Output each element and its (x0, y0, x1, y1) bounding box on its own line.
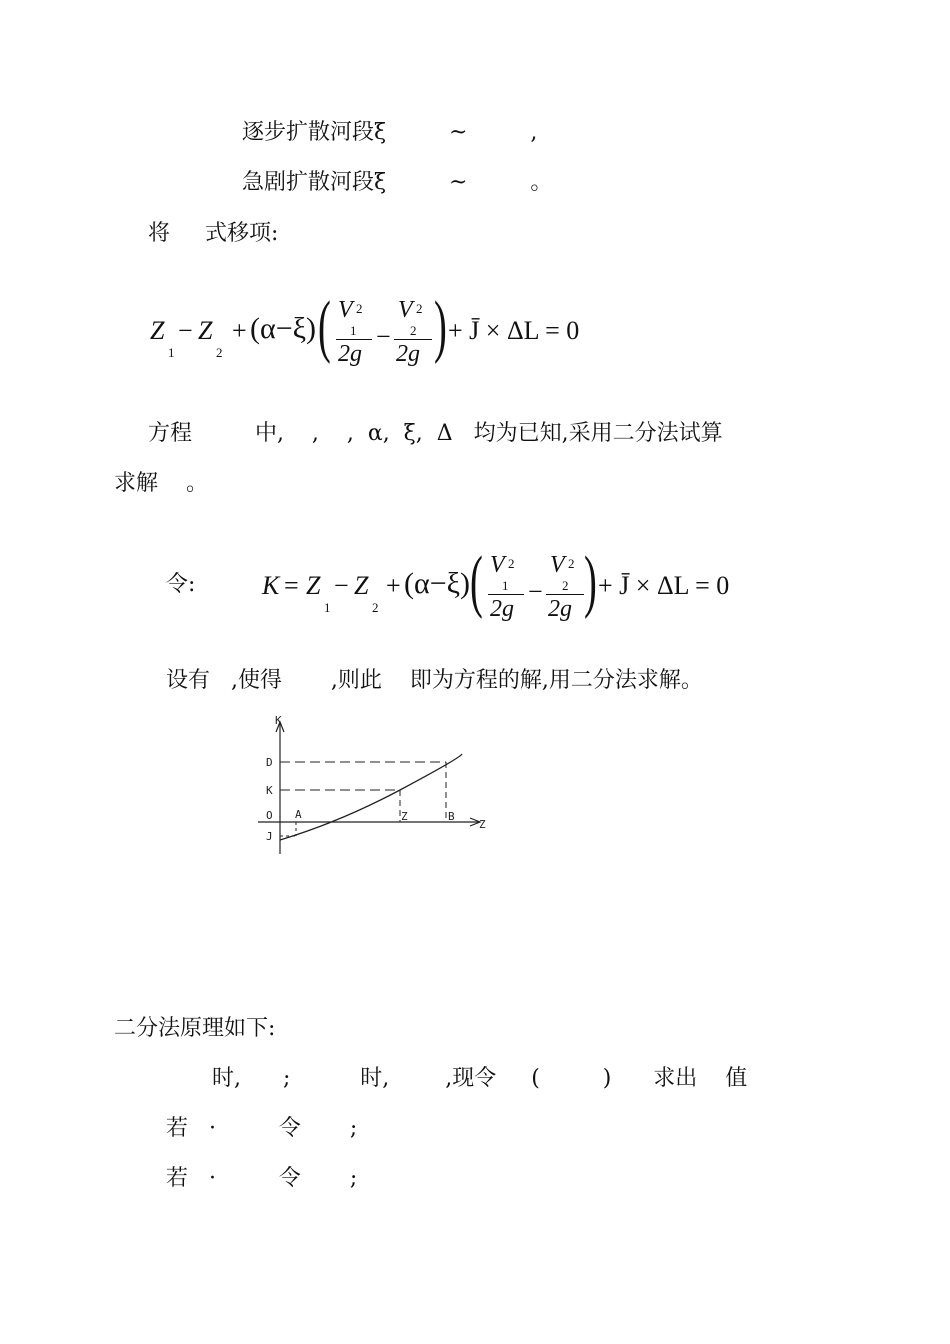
eq1-z1: Z (150, 316, 165, 345)
eq1-plus: + (232, 316, 247, 345)
eq1-tail: + J̄ × ΔL = 0 (448, 316, 580, 345)
eq2-sup1: 2 (508, 556, 515, 571)
equation-1 (150, 290, 610, 380)
eq1-sub2: 2 (216, 345, 223, 360)
text-line-7: 设有 ,使得 ,则此 即为方程的解,用二分法求解。 (166, 668, 703, 693)
eq1-den2: 2g (396, 341, 420, 367)
graph-y-axis-label: K (275, 714, 282, 727)
eq2-sub1: 1 (324, 600, 331, 615)
eq1-fsub1: 1 (350, 323, 357, 338)
eq2-alpha-xi: (α−ξ) (404, 567, 470, 600)
text-line-9: 时, ; 时, ,现令 ( ) 求出 值 (212, 1066, 748, 1091)
text-line-5: 求解 。 (114, 471, 208, 496)
eq2-eqsign: = (284, 571, 299, 600)
bisection-graph (250, 712, 500, 862)
graph-label-k: K (266, 784, 273, 797)
eq1-right-paren: ) (434, 288, 447, 365)
graph-label-z: Z (401, 810, 408, 823)
eq1-sub1: 1 (168, 345, 175, 360)
eq1-v2: V (398, 297, 413, 323)
eq2-v1: V (490, 552, 505, 578)
eq1-frac2-bar (394, 339, 432, 340)
graph-label-j: J (266, 830, 273, 843)
graph-label-d: D (266, 756, 273, 769)
eq1-frac-minus: − (376, 322, 391, 351)
eq2-sup2: 2 (568, 556, 575, 571)
eq2-z1: Z (306, 571, 321, 600)
eq2-frac2-bar (546, 594, 584, 595)
eq1-fsub2: 2 (410, 323, 417, 338)
eq2-z2: Z (354, 571, 369, 600)
text-line-1: 逐步扩散河段ξ ~ , (242, 120, 538, 145)
text-line-10: 若 · 令 ; (166, 1116, 358, 1141)
eq1-frac1-bar (336, 339, 372, 340)
eq2-fsub2: 2 (562, 578, 569, 593)
eq1-sup2: 2 (416, 301, 423, 316)
eq2-plus: + (386, 571, 401, 600)
eq2-den2: 2g (548, 596, 572, 622)
graph-curve (280, 754, 462, 840)
eq2-den1: 2g (490, 596, 514, 622)
eq1-v1: V (338, 297, 353, 323)
text-line-6: 令: (166, 572, 196, 597)
eq2-right-paren: ) (584, 543, 597, 620)
eq1-z2: Z (198, 316, 213, 345)
eq1-left-paren: ( (318, 288, 331, 365)
eq2-k: K (262, 571, 280, 600)
eq1-minus: − (178, 316, 193, 345)
eq1-alpha-xi: (α−ξ) (250, 312, 316, 345)
eq2-minus: − (334, 571, 349, 600)
eq2-tail: + J̄ × ΔL = 0 (598, 571, 730, 600)
eq2-sub2: 2 (372, 600, 379, 615)
text-line-8: 二分法原理如下: (114, 1016, 276, 1041)
eq2-frac1-bar (488, 594, 524, 595)
graph-label-b: B (448, 810, 455, 823)
graph-label-o: O (266, 809, 273, 822)
eq2-frac-minus: − (528, 577, 543, 606)
eq2-v2: V (550, 552, 565, 578)
eq1-sup1: 2 (356, 301, 363, 316)
equation-2 (262, 545, 742, 635)
text-line-11: 若 · 令 ; (166, 1166, 358, 1191)
text-line-2: 急剧扩散河段ξ ~ 。 (242, 170, 553, 195)
graph-label-a: A (295, 808, 302, 821)
graph-x-axis-label: Z (479, 818, 486, 831)
eq1-den1: 2g (338, 341, 362, 367)
eq2-left-paren: ( (470, 543, 483, 620)
text-line-3: 将 式移项: (148, 221, 279, 246)
eq2-fsub1: 1 (502, 578, 509, 593)
text-line-4: 方程 中, , , α, ξ, Δ 均为已知,采用二分法试算 (148, 421, 723, 446)
